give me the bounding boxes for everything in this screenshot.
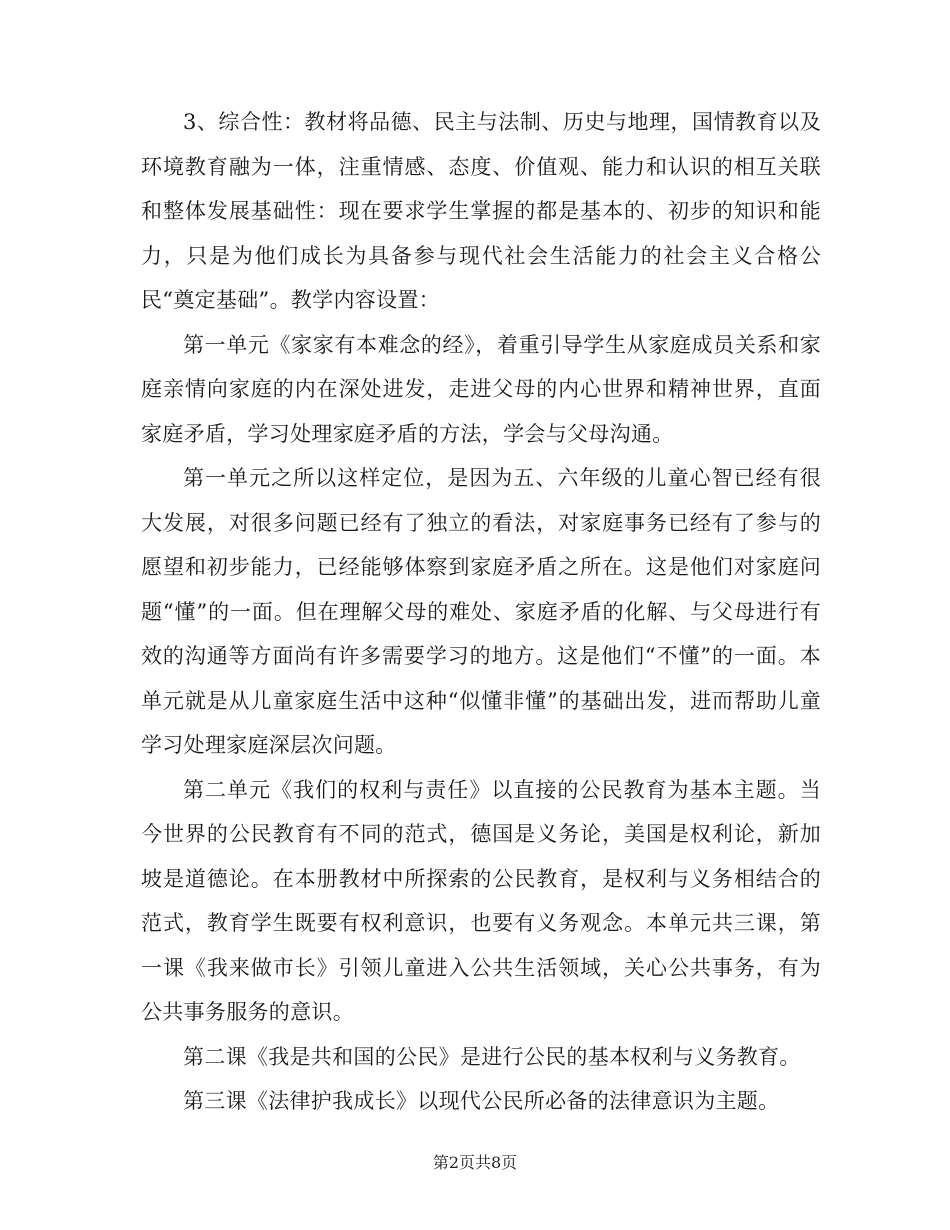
document-body [141, 100, 821, 1124]
paragraph-unit-one-intro: 第一单元《家家有本难念的经》，着重引导学生从家庭成员关系和家庭亲情向家庭的内在深处进发，走进父母的内心世界和精神世界，直面家庭矛盾，学习处理家庭矛盾的方法，学会与父母沟通。 [141, 332, 821, 446]
paragraph-lesson-three: 第三课《法律护我成长》以现代公民所必备的法律意识为主题。 [183, 1089, 780, 1113]
paragraph-comprehensiveness: 3、综合性：教材将品德、民主与法制、历史与地理，国情教育以及环境教育融为一体，注重情感、态度、价值观、能力和认识的相互关联和整体发展基础性：现在要求学生掌握的都是基本的、初步的知识和能力，只是为他们成长为具备参与现代社会生活能力的社会主义合格公民“奠定基础”。教学内容设置： [141, 110, 821, 312]
paragraph-unit-one-rationale: 第一单元之所以这样定位，是因为五、六年级的儿童心智已经有很大发展，对很多问题已经有了独立的看法，对家庭事务已经有了参与的愿望和初步能力，已经能够体察到家庭矛盾之所在。这是他们对家庭问题“懂”的一面。但在理解父母的难处、家庭矛盾的化解、与父母进行有效的沟通等方面尚有许多需要学习的地方。这是他们“不懂”的一面。本单元就是从儿童家庭生活中这种“似懂非懂”的基础出发，进而帮助儿童学习处理家庭深层次问题。 [141, 466, 821, 757]
paragraph-unit-two-intro: 第二单元《我们的权利与责任》以直接的公民教育为基本主题。当今世界的公民教育有不同的范式，德国是义务论，美国是权利论，新加坡是道德论。在本册教材中所探索的公民教育，是权利与义务相结合的范式，教育学生既要有权利意识，也要有义务观念。本单元共三课，第一课《我来做市长》引领儿童进入公共生活领域，关心公共事务，有为公共事务服务的意识。 [141, 777, 821, 1024]
paragraph-lesson-two: 第二课《我是共和国的公民》是进行公民的基本权利与义务教育。 [183, 1044, 801, 1069]
page-number: 第2页共8页 [432, 1153, 518, 1172]
